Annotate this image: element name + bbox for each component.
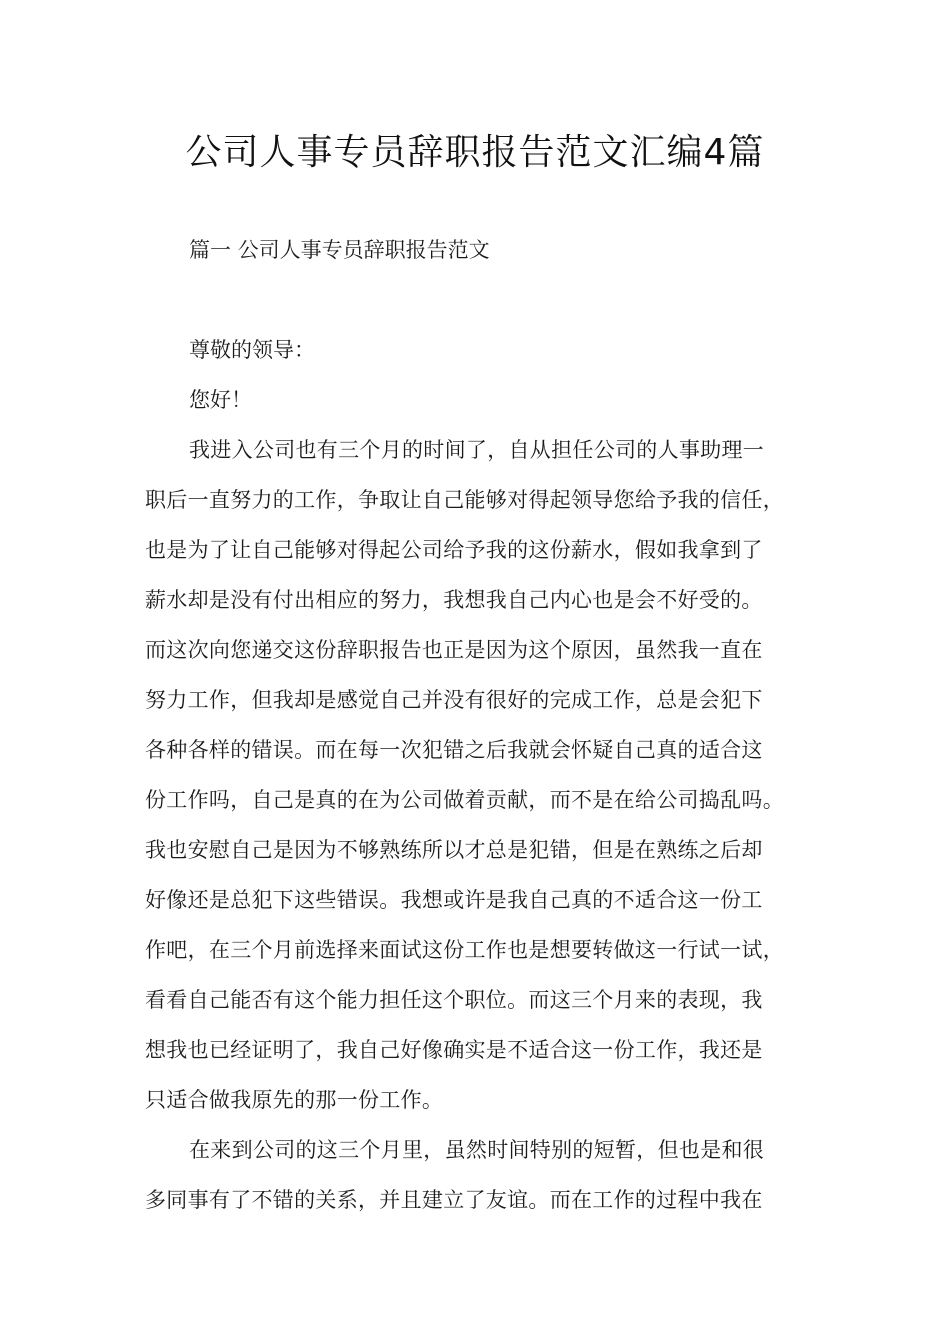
body-line: 各种各样的错误。而在每一次犯错之后我就会怀疑自己真的适合这 xyxy=(145,738,763,762)
body-line: 份工作吗，自己是真的在为公司做着贡献，而不是在给公司捣乱吗。 xyxy=(145,788,784,812)
body-line: 好像还是总犯下这些错误。我想或许是我自己真的不适合这一份工 xyxy=(145,888,763,912)
body-line: 也是为了让自己能够对得起公司给予我的这份薪水，假如我拿到了 xyxy=(145,538,763,562)
body-line: 在来到公司的这三个月里，虽然时间特别的短暂，但也是和很 xyxy=(189,1138,765,1162)
letter-body xyxy=(145,434,845,1234)
body-line: 而这次向您递交这份辞职报告也正是因为这个原因，虽然我一直在 xyxy=(145,638,763,662)
body-line: 我进入公司也有三个月的时间了，自从担任公司的人事助理一 xyxy=(189,438,765,462)
body-line: 只适合做我原先的那一份工作。 xyxy=(145,1088,444,1112)
salutation: 尊敬的领导： xyxy=(189,338,315,362)
body-line: 我也安慰自己是因为不够熟练所以才总是犯错，但是在熟练之后却 xyxy=(145,838,763,862)
section-heading: 篇一 公司人事专员辞职报告范文 xyxy=(189,238,490,262)
greeting: 您好！ xyxy=(189,388,252,412)
body-line: 薪水却是没有付出相应的努力，我想我自己内心也是会不好受的。 xyxy=(145,588,763,612)
body-line: 职后一直努力的工作，争取让自己能够对得起领导您给予我的信任， xyxy=(145,488,784,512)
body-line: 想我也已经证明了，我自己好像确实是不适合这一份工作，我还是 xyxy=(145,1038,763,1062)
body-line: 作吧，在三个月前选择来面试这份工作也是想要转做这一行试一试， xyxy=(145,938,784,962)
document-title: 公司人事专员辞职报告范文汇编4篇 xyxy=(185,132,765,173)
body-line: 多同事有了不错的关系，并且建立了友谊。而在工作的过程中我在 xyxy=(145,1188,763,1212)
body-line: 努力工作，但我却是感觉自己并没有很好的完成工作，总是会犯下 xyxy=(145,688,763,712)
body-line: 看看自己能否有这个能力担任这个职位。而这三个月来的表现，我 xyxy=(145,988,763,1012)
